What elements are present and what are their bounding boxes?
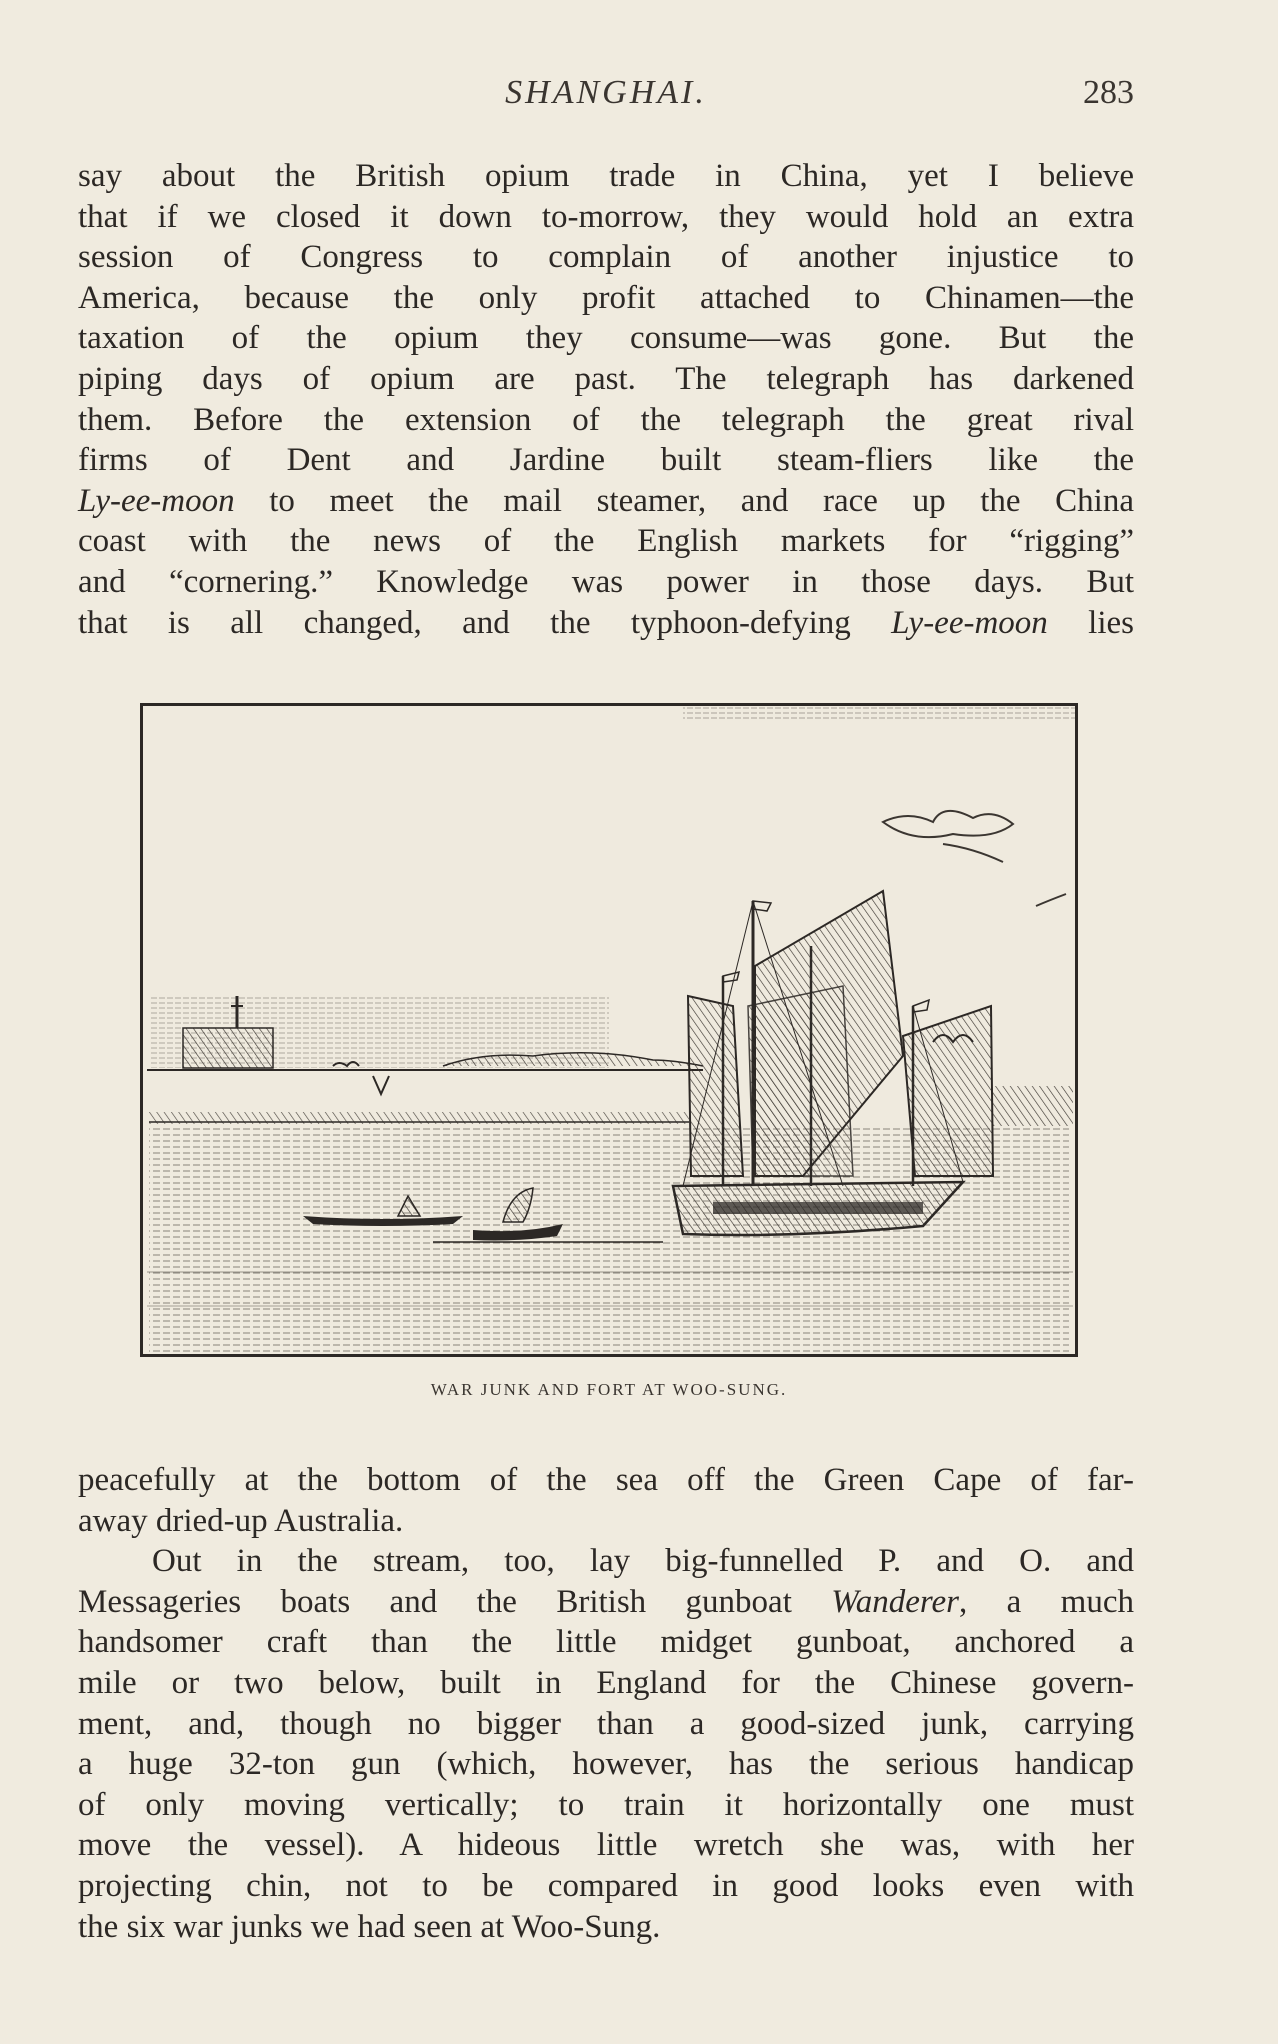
- engraving: [143, 706, 1075, 1354]
- text-line: America, because the only profit attached to Chinamen—the: [78, 279, 1134, 316]
- text-line: projecting chin, not to be compared in good looks even with: [78, 1867, 1134, 1904]
- text-line: say about the British opium trade in China, yet I believe: [78, 158, 1134, 194]
- text-fragment: Messageries boats and the British gunboat: [78, 1583, 832, 1620]
- illustration-war-junk: [140, 703, 1078, 1357]
- ship-name: Ly-ee-moon: [78, 482, 235, 519]
- text-fragment: that is all changed, and the typhoon-defying: [78, 604, 892, 641]
- text-line: away dried-up Australia.: [78, 1502, 404, 1539]
- text-line: coast with the news of the English markets for “rigging”: [78, 523, 1134, 560]
- text-line: of only moving vertically; to train it horizontally one must: [78, 1786, 1134, 1823]
- text-line: session of Congress to complain of another injustice to: [78, 239, 1134, 276]
- paragraph-bottom: [78, 1460, 1134, 1947]
- ship-name: Wanderer: [831, 1583, 959, 1620]
- ship-name: Ly-ee-moon: [891, 604, 1048, 641]
- text-line: [78, 603, 1134, 644]
- paragraph-top: [78, 156, 1134, 643]
- text-fragment: lies: [1047, 604, 1134, 641]
- text-line: them. Before the extension of the telegraph the great rival: [78, 401, 1134, 438]
- figure-caption: WAR JUNK AND FORT AT WOO-SUNG.: [430, 1380, 788, 1399]
- text-line: firms of Dent and Jardine built steam-fliers like the: [78, 442, 1134, 479]
- page-number: 283: [1083, 74, 1134, 111]
- running-head: [78, 74, 1134, 124]
- text-line: and “cornering.” Knowledge was power in those days. But: [78, 563, 1134, 600]
- text-fragment: , a much: [958, 1583, 1134, 1620]
- running-title: SHANGHAI.: [505, 74, 707, 111]
- text-line: the six war junks we had seen at Woo-Sung.: [78, 1908, 661, 1945]
- text-line: Out in the stream, too, lay big-funnelled P. and O. and: [152, 1543, 1134, 1580]
- text-line: move the vessel). A hideous little wretch she was, with her: [78, 1827, 1134, 1864]
- text-line: mile or two below, built in England for the Chinese govern-: [78, 1664, 1134, 1701]
- text-line: [78, 1582, 1134, 1623]
- text-line: ment, and, though no bigger than a good-sized junk, carrying: [78, 1705, 1134, 1742]
- text-line: that if we closed it down to-morrow, they would hold an extra: [78, 198, 1134, 235]
- text-line: a huge 32-ton gun (which, however, has the serious handicap: [78, 1746, 1134, 1783]
- text-fragment: to meet the mail steamer, and race up the China: [234, 482, 1134, 519]
- text-line: piping days of opium are past. The telegraph has darkened: [78, 360, 1134, 397]
- text-line: [78, 481, 1134, 522]
- text-line: taxation of the opium they consume—was gone. But the: [78, 320, 1134, 357]
- text-line: handsomer craft than the little midget gunboat, anchored a: [78, 1624, 1134, 1661]
- text-line: peacefully at the bottom of the sea off the Green Cape of far-: [78, 1462, 1134, 1498]
